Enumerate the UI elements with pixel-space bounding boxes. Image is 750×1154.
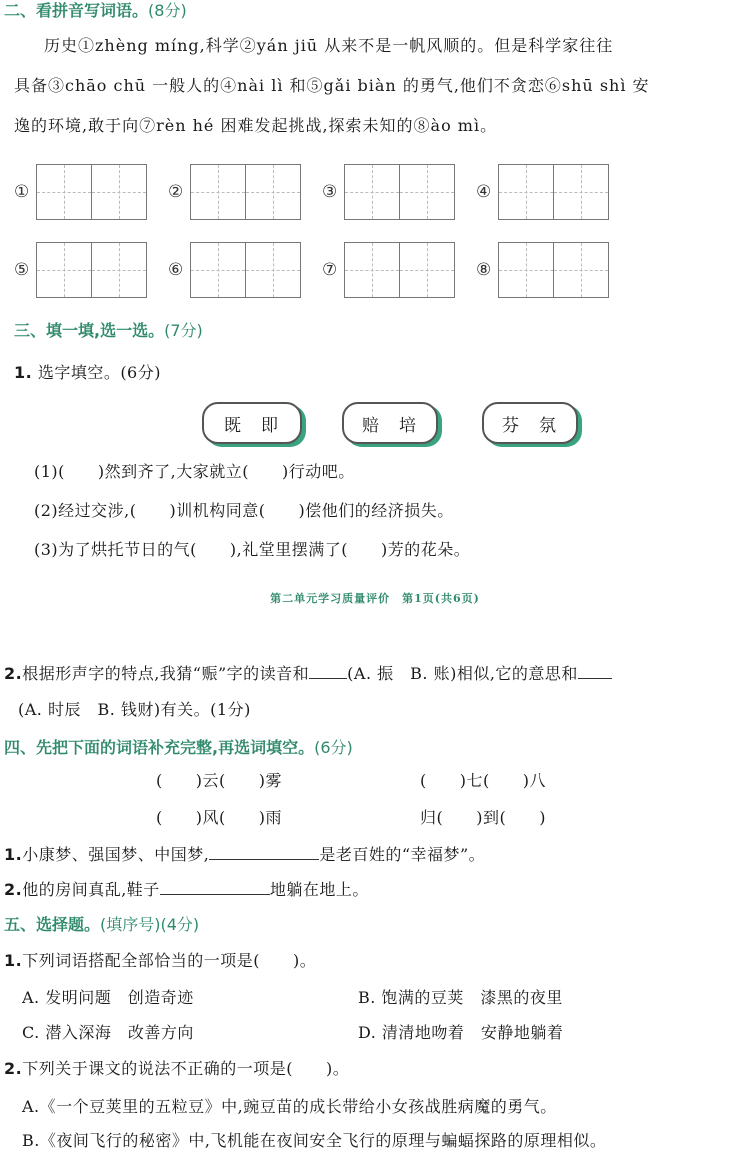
writing-grid[interactable] bbox=[190, 242, 301, 298]
question-number: 1. bbox=[14, 363, 33, 382]
question-text: (A. 振 B. 账)相似,它的意思和 bbox=[347, 664, 578, 683]
option-a[interactable]: A.《一个豆荚里的五粒豆》中,豌豆苗的成长带给小女孩战胜病魔的勇气。 bbox=[22, 1097, 557, 1116]
writing-grid[interactable] bbox=[498, 242, 609, 298]
grid-label: ⑧ bbox=[476, 260, 492, 280]
grid-label: ③ bbox=[322, 182, 338, 202]
answer-blank[interactable] bbox=[160, 880, 270, 895]
page-footer: 第二单元学习质量评价 第1页(共6页) bbox=[270, 592, 480, 605]
writing-grid[interactable] bbox=[344, 242, 455, 298]
writing-grid[interactable] bbox=[36, 164, 147, 220]
grid-label: ④ bbox=[476, 182, 492, 202]
section-points: (8分) bbox=[148, 1, 187, 20]
char-choice-badge bbox=[342, 402, 438, 444]
question-text: 他的房间真乱,鞋子 bbox=[22, 880, 160, 899]
char-choice-badge bbox=[482, 402, 578, 444]
section-points: (6分) bbox=[314, 738, 353, 757]
option-c[interactable]: C. 潜入深海 改善方向 bbox=[22, 1023, 194, 1042]
fill-item[interactable]: (2)经过交涉,( )训机构同意( )偿他们的经济损失。 bbox=[34, 501, 454, 520]
section-title-text: 四、先把下面的词语补充完整,再选词填空。 bbox=[4, 738, 315, 757]
question-text: 下列词语搭配全部恰当的一项是( )。 bbox=[22, 951, 317, 970]
question-number: 1. bbox=[4, 845, 23, 864]
grid-label: ② bbox=[168, 182, 184, 202]
option-b[interactable]: B. 饱满的豆荚 漆黑的夜里 bbox=[358, 988, 563, 1007]
choice-char: 既 bbox=[224, 415, 243, 436]
option-b[interactable]: B.《夜间飞行的秘密》中,飞机能在夜间安全飞行的原理与蝙蝠探路的原理相似。 bbox=[22, 1131, 607, 1150]
grid-label: ⑥ bbox=[168, 260, 184, 280]
choice-char: 赔 bbox=[362, 415, 381, 436]
question-3-2-line2: (A. 时辰 B. 钱财)有关。(1分) bbox=[18, 700, 251, 719]
section-title-text: 三、填一填,选一选。 bbox=[14, 321, 165, 340]
grid-label: ⑦ bbox=[322, 260, 338, 280]
section-4-title bbox=[4, 735, 353, 758]
question-4-1 bbox=[4, 842, 485, 865]
section-title-text: 二、看拼音写词语。 bbox=[4, 1, 149, 20]
option-d[interactable]: D. 清清地吻着 安静地躺着 bbox=[358, 1023, 564, 1042]
choice-char: 培 bbox=[399, 415, 418, 436]
question-text: 根据形声字的特点,我猜“赈”字的读音和 bbox=[22, 664, 310, 683]
choice-char: 即 bbox=[261, 415, 280, 436]
answer-blank[interactable] bbox=[578, 664, 612, 679]
question-text: 是老百姓的“幸福梦”。 bbox=[319, 845, 486, 864]
grid-label: ① bbox=[14, 182, 30, 202]
fill-item[interactable]: (3)为了烘托节日的气( ),礼堂里摆满了( )芳的花朵。 bbox=[34, 540, 471, 559]
question-number: 1. bbox=[4, 951, 23, 970]
paragraph-line: 历史①zhèng míng,科学②yán jiū 从来不是一帆风顺的。但是科学家往往 bbox=[44, 36, 614, 55]
question-3-1 bbox=[14, 360, 161, 383]
idiom-blank[interactable]: 归( )到( ) bbox=[420, 808, 546, 827]
question-5-2 bbox=[4, 1056, 349, 1079]
question-5-1 bbox=[4, 948, 316, 971]
option-a[interactable]: A. 发明问题 创造奇迹 bbox=[22, 988, 194, 1007]
question-text: 小康梦、强国梦、中国梦, bbox=[22, 845, 210, 864]
writing-grid[interactable] bbox=[344, 164, 455, 220]
paragraph-line: 逸的环境,敢于向⑦rèn hé 困难发起挑战,探索未知的⑧ào mì。 bbox=[14, 116, 498, 135]
section-2-title bbox=[4, 0, 187, 21]
question-number: 2. bbox=[4, 880, 23, 899]
choice-char: 氛 bbox=[539, 415, 558, 436]
section-points: (7分) bbox=[164, 321, 203, 340]
question-text: 下列关于课文的说法不正确的一项是( )。 bbox=[22, 1059, 350, 1078]
section-5-title bbox=[4, 912, 199, 935]
question-number: 2. bbox=[4, 664, 23, 683]
answer-blank[interactable] bbox=[209, 845, 319, 860]
writing-grid[interactable] bbox=[498, 164, 609, 220]
question-3-2 bbox=[4, 661, 612, 684]
idiom-blank[interactable]: ( )云( )雾 bbox=[156, 771, 282, 790]
char-choice-badge bbox=[202, 402, 302, 444]
paragraph-line: 具备③chāo chū 一般人的④nài lì 和⑤gǎi biàn 的勇气,他们不贪恋⑥shū shì 安 bbox=[14, 76, 650, 95]
section-points: (填序号)(4分) bbox=[100, 915, 200, 934]
idiom-blank[interactable]: ( )风( )雨 bbox=[156, 808, 282, 827]
grid-label: ⑤ bbox=[14, 260, 30, 280]
writing-grid[interactable] bbox=[190, 164, 301, 220]
section-title-text: 五、选择题。 bbox=[4, 915, 101, 934]
question-4-2 bbox=[4, 877, 369, 900]
writing-grid[interactable] bbox=[36, 242, 147, 298]
choice-char: 芬 bbox=[502, 415, 521, 436]
question-text: 选字填空。(6分) bbox=[37, 363, 161, 382]
question-text: 地躺在地上。 bbox=[269, 880, 369, 899]
question-number: 2. bbox=[4, 1059, 23, 1078]
pinyin-paragraph bbox=[14, 26, 739, 146]
answer-blank[interactable] bbox=[309, 664, 347, 679]
idiom-blank[interactable]: ( )七( )八 bbox=[420, 771, 546, 790]
section-3-title bbox=[14, 318, 203, 341]
fill-item[interactable]: (1)( )然到齐了,大家就立( )行动吧。 bbox=[34, 462, 355, 481]
